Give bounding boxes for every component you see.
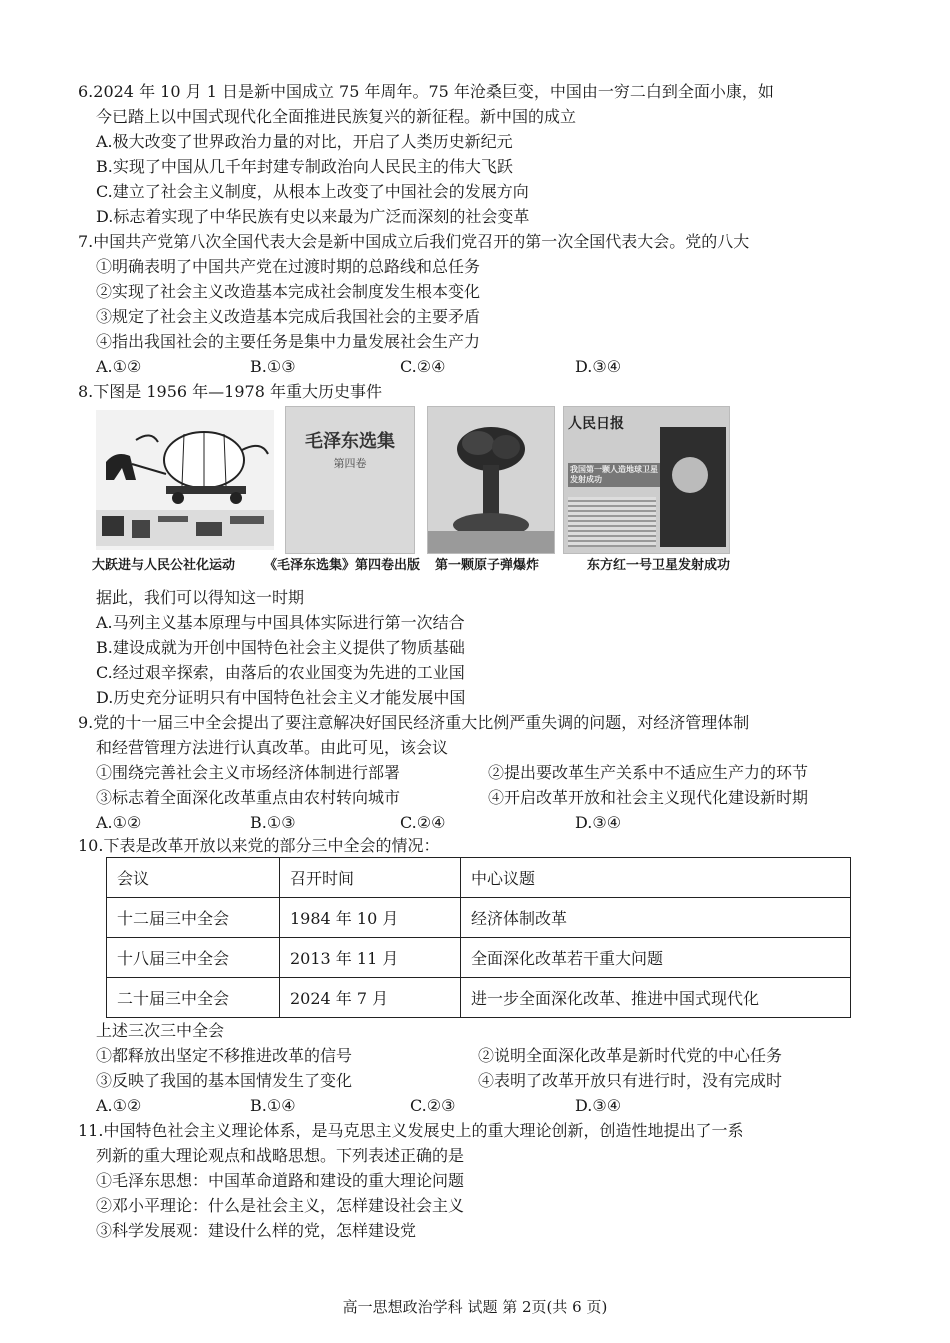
table-cell: 2013 年 11 月 [280,938,461,978]
table-cell: 十八届三中全会 [107,938,280,978]
newspaper-masthead: 人民日报 [568,416,624,432]
q6-option-c: C.建立了社会主义制度，从根本上改变了中国社会的发展方向 [96,182,529,201]
table-header-cell: 中心议题 [461,858,851,898]
q6-option-a: A.极大改变了世界政治力量的对比，开启了人类历史新纪元 [96,132,513,151]
table-header-row [107,858,851,898]
book-title: 毛泽东选集 [305,431,395,452]
q9-statement-4: ④开启改革开放和社会主义现代化建设新时期 [488,788,809,807]
q10-statement-2: ②说明全面深化改革是新时代党的中心任务 [478,1046,783,1065]
great-leap-cartoon-image [96,410,274,550]
book-volume: 第四卷 [333,457,367,470]
q8-option-b: B.建设成就为开创中国特色社会主义提供了物质基础 [96,638,465,657]
q7-stem: 7.中国共产党第八次全国代表大会是新中国成立后我们党召开的第一次全国代表大会。党的八大 [78,232,750,251]
mao-selected-works-image [285,406,415,554]
q7-choice-a: A.①② [96,357,142,376]
q7-statement-2: ②实现了社会主义改造基本完成社会制度发生根本变化 [96,282,481,301]
newspaper-headline: 我国第一颗人造地球卫星发射成功 [568,463,664,487]
table-row [107,978,851,1018]
q6-stem-line1: 6.2024 年 10 月 1 日是新中国成立 75 年周年。75 年沧桑巨变，中国由一穷二白到全面小康，如 [78,82,774,101]
table-header-cell: 召开时间 [280,858,461,898]
q9-choice-c: C.②④ [400,813,446,832]
table-cell: 2024 年 7 月 [280,978,461,1018]
q6-option-b: B.实现了中国从几千年封建专制政治向人民民主的伟大飞跃 [96,157,513,176]
q9-stem-line1: 9.党的十一届三中全会提出了要注意解决好国民经济重大比例严重失调的问题，对经济管理体制 [78,713,750,732]
q11-statement-1: ①毛泽东思想：中国革命道路和建设的重大理论问题 [96,1171,465,1190]
q10-question: 上述三次三中全会 [96,1021,225,1040]
q10-statement-1: ①都释放出坚定不移推进改革的信号 [96,1046,353,1065]
q10-choice-a: A.①② [96,1096,142,1115]
q6-option-d: D.标志着实现了中华民族有史以来最为广泛而深刻的社会变革 [96,207,530,226]
q9-choice-a: A.①② [96,813,142,832]
q9-statement-2: ②提出要改革生产关系中不适应生产力的环节 [488,763,809,782]
table-cell: 1984 年 10 月 [280,898,461,938]
page-footer: 高一思想政治学科 试题 第 2页(共 6 页) [342,1298,608,1316]
q10-choice-d: D.③④ [575,1096,622,1115]
q11-stem-line1: 11.中国特色社会主义理论体系，是马克思主义发展史上的重大理论创新，创造性地提出了一系 [78,1121,744,1140]
q10-statement-4: ④表明了改革开放只有进行时，没有完成时 [478,1071,783,1090]
q11-statement-2: ②邓小平理论：什么是社会主义，怎样建设社会主义 [96,1196,465,1215]
q8-option-a: A.马列主义基本原理与中国具体实际进行第一次结合 [96,613,465,632]
satellite-newspaper-image [563,406,730,554]
q10-statement-3: ③反映了我国的基本国情发生了变化 [96,1071,353,1090]
q7-choice-d: D.③④ [575,357,622,376]
q11-statement-3: ③科学发展观：建设什么样的党，怎样建设党 [96,1221,417,1240]
q9-statement-1: ①围绕完善社会主义市场经济体制进行部署 [96,763,401,782]
q7-statement-1: ①明确表明了中国共产党在过渡时期的总路线和总任务 [96,257,481,276]
table-row [107,938,851,978]
table-row [107,898,851,938]
q8-option-c: C.经过艰辛探索，由落后的农业国变为先进的工业国 [96,663,465,682]
caption-satellite: 东方红一号卫星发射成功 [587,558,731,573]
table-cell: 二十届三中全会 [107,978,280,1018]
plenum-table [106,857,851,1018]
q9-stem-line2: 和经营管理方法进行认真改革。由此可见，该会议 [96,738,449,757]
q10-stem: 10.下表是改革开放以来党的部分三中全会的情况： [78,836,440,855]
q10-choice-b: B.①④ [250,1096,296,1115]
q9-choice-d: D.③④ [575,813,622,832]
q7-choice-c: C.②④ [400,357,446,376]
table-header-cell: 会议 [107,858,280,898]
table-cell: 十二届三中全会 [107,898,280,938]
q10-choice-c: C.②③ [410,1096,456,1115]
q7-statement-4: ④指出我国社会的主要任务是集中力量发展社会生产力 [96,332,481,351]
caption-selected-works: 《毛泽东选集》第四卷出版 [264,558,421,573]
q9-choice-b: B.①③ [250,813,296,832]
newspaper-satellite-graphic [672,457,708,493]
q6-stem-line2: 今已踏上以中国式现代化全面推进民族复兴的新征程。新中国的成立 [96,107,577,126]
q9-statement-3: ③标志着全面深化改革重点由农村转向城市 [96,788,401,807]
caption-atomic-bomb: 第一颗原子弹爆炸 [435,558,540,573]
newspaper-columns [568,497,656,547]
q8-option-d: D.历史充分证明只有中国特色社会主义才能发展中国 [96,688,466,707]
table-cell: 全面深化改革若干重大问题 [461,938,851,978]
q7-choice-b: B.①③ [250,357,296,376]
q7-statement-3: ③规定了社会主义改造基本完成后我国社会的主要矛盾 [96,307,481,326]
table-cell: 进一步全面深化改革、推进中国式现代化 [461,978,851,1018]
q11-stem-line2: 列新的重大理论观点和战略思想。下列表述正确的是 [96,1146,465,1165]
q8-question: 据此，我们可以得知这一时期 [96,588,305,607]
table-cell: 经济体制改革 [461,898,851,938]
caption-great-leap: 大跃进与人民公社化运动 [92,558,236,573]
atomic-bomb-image [427,406,555,554]
q8-stem: 8.下图是 1956 年—1978 年重大历史事件 [78,382,382,401]
